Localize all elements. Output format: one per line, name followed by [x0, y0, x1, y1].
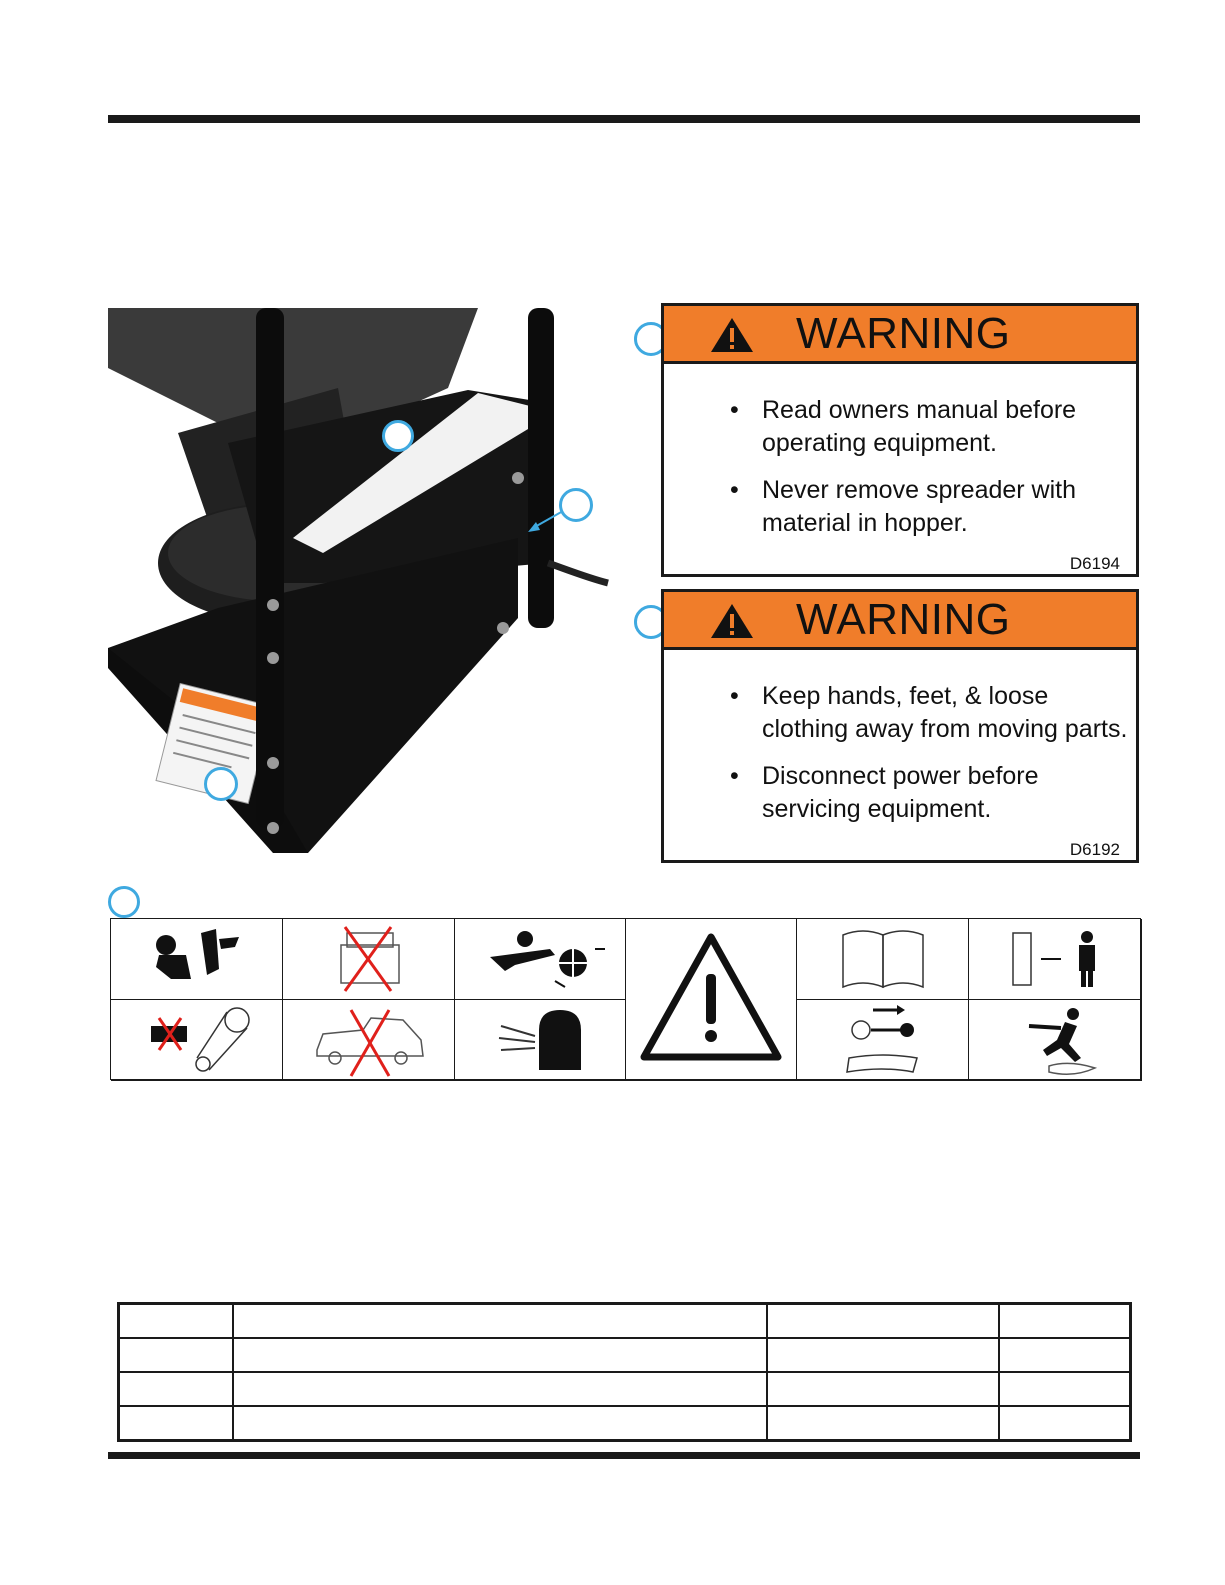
bottom-rule — [108, 1452, 1140, 1459]
pictogram-cell — [969, 1000, 1142, 1081]
pictogram-cell — [455, 919, 626, 1000]
pictogram-cell — [797, 919, 969, 1000]
warning-header — [664, 592, 1136, 650]
warning-label-d6192 — [661, 589, 1139, 863]
table-cell — [119, 1338, 234, 1372]
bullet-marker: • — [730, 682, 739, 710]
table-cell — [767, 1338, 999, 1372]
rotating-impeller-icon — [455, 919, 626, 1000]
warning-label-d6194 — [661, 303, 1139, 577]
table-cell — [119, 1406, 234, 1441]
pictogram-cell — [969, 919, 1142, 1000]
thrown-object-icon — [455, 1000, 626, 1081]
label-bullet-text: Never remove spreader with material in hopper. — [762, 476, 1077, 537]
remove-key-icon — [797, 1000, 969, 1081]
callout-photo-decal-top — [382, 420, 414, 452]
table-cell — [999, 1372, 1131, 1406]
no-riding-icon — [283, 919, 455, 1000]
no-passenger-vehicle-icon — [283, 1000, 455, 1081]
table-cell — [767, 1406, 999, 1441]
label-bullet-text: Read owners manual before operating equipment. — [762, 396, 1077, 457]
parts-table — [117, 1302, 1132, 1442]
warning-triangle-icon — [710, 317, 754, 353]
pictogram-cell — [797, 1000, 969, 1081]
table-cell — [999, 1406, 1131, 1441]
pictogram-cell — [111, 1000, 283, 1081]
label-bullet-text: Keep hands, feet, & loose clothing away from moving parts. — [762, 682, 1128, 743]
general-warning-icon — [626, 919, 797, 1081]
pictogram-cell — [626, 919, 797, 1081]
warning-header — [664, 306, 1136, 364]
table-cell — [999, 1338, 1131, 1372]
pictogram-decal — [110, 918, 1141, 1080]
table-cell — [999, 1304, 1131, 1339]
warning-triangle-icon — [710, 603, 754, 639]
bullet-marker: • — [730, 476, 739, 504]
warning-heading: WARNING — [796, 595, 1011, 644]
pictogram-cell — [283, 1000, 455, 1081]
pictogram-cell — [111, 919, 283, 1000]
slip-hazard-icon — [969, 1000, 1142, 1081]
bullet-marker: • — [730, 762, 739, 790]
keep-distance-icon — [969, 919, 1142, 1000]
table-cell — [233, 1338, 767, 1372]
table-row — [119, 1304, 1131, 1339]
callout-photo-decal-bottom — [204, 767, 238, 801]
callout-photo-cord — [559, 488, 593, 522]
label-code: D6192 — [1069, 840, 1120, 859]
top-rule — [108, 115, 1140, 123]
label-bullet-text: Disconnect power before servicing equipment. — [762, 762, 1039, 823]
spreader-photo — [108, 308, 618, 853]
label-code: D6194 — [1069, 554, 1120, 573]
table-cell — [767, 1372, 999, 1406]
pinch-hazard-icon — [111, 919, 283, 1000]
bullet-marker: • — [730, 396, 739, 424]
table-cell — [119, 1372, 234, 1406]
table-cell — [233, 1406, 767, 1441]
table-row — [119, 1406, 1131, 1441]
table-cell — [119, 1304, 234, 1339]
no-hands-belt-icon — [111, 1000, 283, 1081]
warning-heading: WARNING — [796, 309, 1011, 358]
table-cell — [233, 1372, 767, 1406]
table-row — [119, 1372, 1131, 1406]
table-row — [119, 1338, 1131, 1372]
read-manual-icon — [797, 919, 969, 1000]
table-cell — [233, 1304, 767, 1339]
pictogram-cell — [283, 919, 455, 1000]
pictogram-cell — [455, 1000, 626, 1081]
table-cell — [767, 1304, 999, 1339]
callout-pictogram-decal — [108, 886, 140, 918]
